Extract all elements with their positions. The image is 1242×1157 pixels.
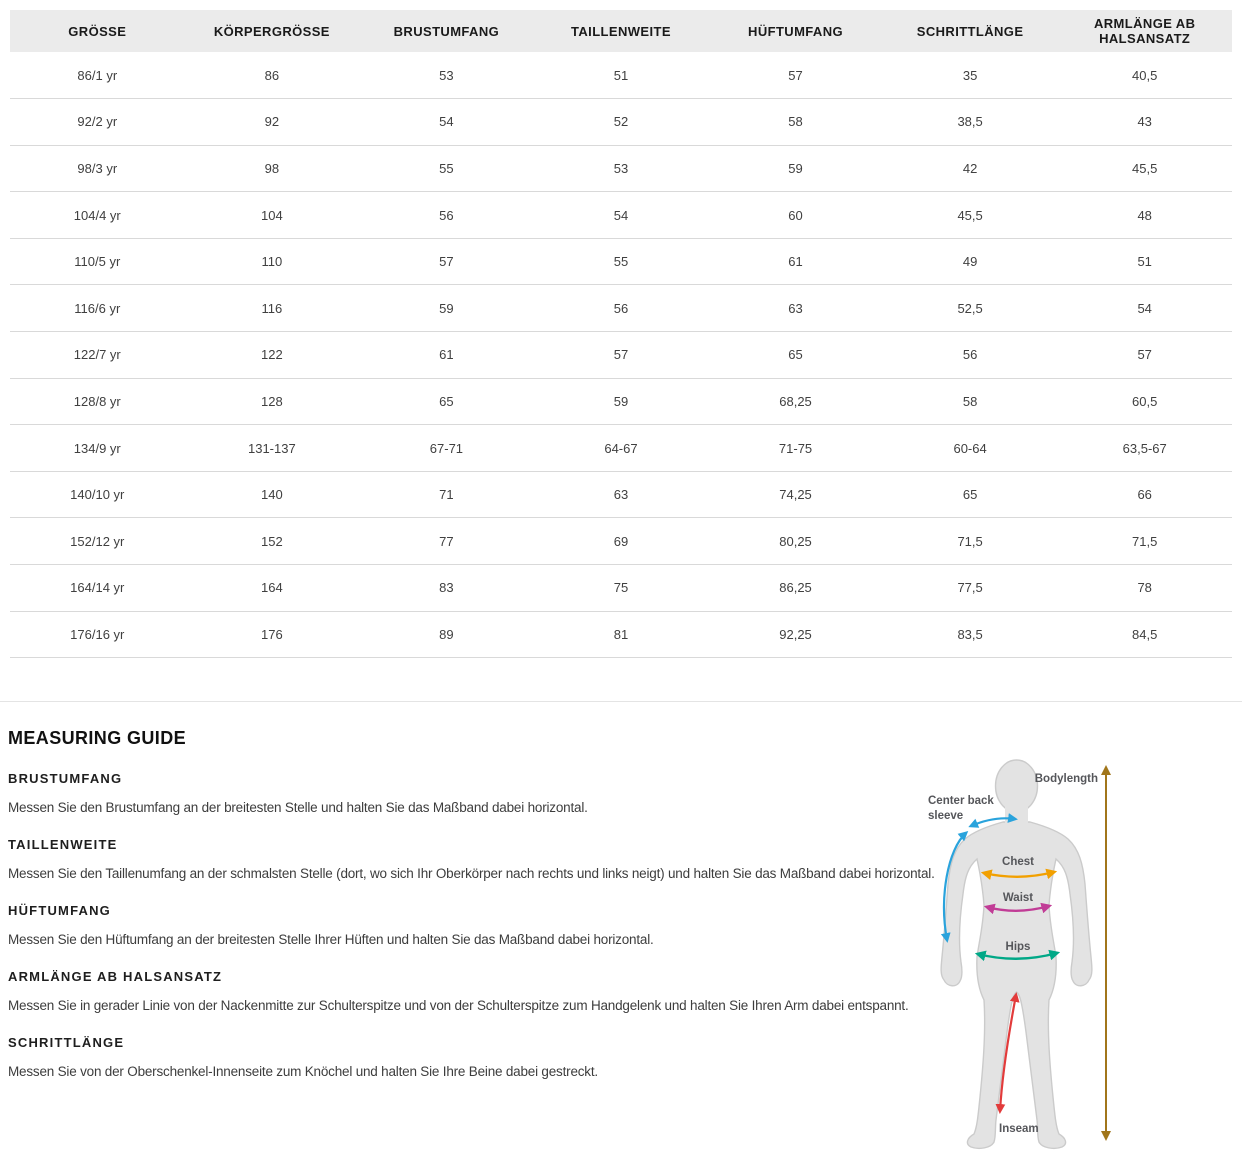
table-row — [10, 99, 1232, 146]
table-cell: 86/1 yr — [10, 52, 185, 99]
table-cell: 92/2 yr — [10, 99, 185, 146]
guide-heading-hueftumfang: HÜFTUMFANG — [8, 903, 111, 919]
table-cell: 77 — [359, 518, 534, 565]
table-cell: 38,5 — [883, 99, 1058, 146]
table-cell: 71-75 — [708, 425, 883, 472]
guide-text-schrittlaenge: Messen Sie von der Oberschenkel-Innenseite zum Knöchel und halten Sie Ihre Beine dabei gestreckt. — [8, 1064, 598, 1080]
center-back-sleeve-label-line1: Center back — [928, 795, 994, 807]
table-cell: 57 — [534, 332, 709, 379]
body-measurement-figure — [903, 742, 1238, 1157]
table-cell: 98 — [185, 145, 360, 192]
table-cell: 61 — [708, 238, 883, 285]
table-cell: 58 — [883, 378, 1058, 425]
table-cell: 60 — [708, 192, 883, 239]
table-cell: 140/10 yr — [10, 471, 185, 518]
table-row — [10, 332, 1232, 379]
table-cell: 116 — [185, 285, 360, 332]
header-cell-koerpergroesse: KÖRPERGRÖSSE — [185, 10, 360, 52]
size-table-body — [10, 52, 1232, 658]
table-cell: 65 — [359, 378, 534, 425]
guide-heading-schrittlaenge: SCHRITTLÄNGE — [8, 1035, 125, 1051]
table-cell: 51 — [534, 52, 709, 99]
table-cell: 65 — [883, 471, 1058, 518]
silhouette-torso — [941, 822, 1092, 1148]
table-cell: 63,5-67 — [1057, 425, 1232, 472]
table-cell: 64-67 — [534, 425, 709, 472]
table-cell: 86,25 — [708, 565, 883, 612]
header-cell-brustumfang: BRUSTUMFANG — [359, 10, 534, 52]
table-cell: 164 — [185, 565, 360, 612]
table-cell: 131-137 — [185, 425, 360, 472]
body-figure-svg — [903, 742, 1238, 1157]
table-cell: 71,5 — [1057, 518, 1232, 565]
table-cell: 128/8 yr — [10, 378, 185, 425]
table-cell: 81 — [534, 611, 709, 658]
silhouette-neck — [1005, 800, 1028, 825]
table-cell: 71 — [359, 471, 534, 518]
guide-heading-armlaenge: ARMLÄNGE AB HALSANSATZ — [8, 969, 223, 985]
table-cell: 60-64 — [883, 425, 1058, 472]
table-cell: 61 — [359, 332, 534, 379]
table-cell: 84,5 — [1057, 611, 1232, 658]
table-cell: 176/16 yr — [10, 611, 185, 658]
table-cell: 63 — [708, 285, 883, 332]
header-row — [10, 10, 1232, 52]
guide-heading-taillenweite: TAILLENWEITE — [8, 837, 118, 853]
guide-text-hueftumfang: Messen Sie den Hüftumfang an der breitesten Stelle Ihrer Hüften und halten Sie das Maßband dabei horizontal. — [8, 932, 654, 948]
table-row — [10, 285, 1232, 332]
table-cell: 65 — [708, 332, 883, 379]
table-cell: 86 — [185, 52, 360, 99]
measuring-guide-title: MEASURING GUIDE — [8, 728, 187, 749]
table-cell: 98/3 yr — [10, 145, 185, 192]
table-row — [10, 378, 1232, 425]
table-cell: 164/14 yr — [10, 565, 185, 612]
measuring-guide-section — [0, 728, 935, 1119]
table-row — [10, 52, 1232, 99]
table-cell: 110/5 yr — [10, 238, 185, 285]
table-cell: 55 — [534, 238, 709, 285]
table-row — [10, 238, 1232, 285]
header-cell-groesse: GRÖSSE — [10, 10, 185, 52]
table-cell: 63 — [534, 471, 709, 518]
header-cell-armlaenge: ARMLÄNGE AB HALSANSATZ — [1057, 10, 1232, 52]
table-cell: 59 — [359, 285, 534, 332]
table-cell: 83,5 — [883, 611, 1058, 658]
table-cell: 75 — [534, 565, 709, 612]
table-cell: 122 — [185, 332, 360, 379]
body-silhouette — [941, 760, 1092, 1148]
table-cell: 134/9 yr — [10, 425, 185, 472]
table-cell: 54 — [1057, 285, 1232, 332]
table-cell: 45,5 — [1057, 145, 1232, 192]
table-cell: 58 — [708, 99, 883, 146]
table-cell: 59 — [708, 145, 883, 192]
table-cell: 68,25 — [708, 378, 883, 425]
table-cell: 176 — [185, 611, 360, 658]
table-cell: 122/7 yr — [10, 332, 185, 379]
table-cell: 60,5 — [1057, 378, 1232, 425]
header-cell-taillenweite: TAILLENWEITE — [534, 10, 709, 52]
table-cell: 52,5 — [883, 285, 1058, 332]
table-cell: 92 — [185, 99, 360, 146]
guide-text-brustumfang: Messen Sie den Brustumfang an der breitesten Stelle und halten Sie das Maßband dabei horizontal. — [8, 800, 588, 816]
table-cell: 40,5 — [1057, 52, 1232, 99]
table-row — [10, 565, 1232, 612]
guide-text-taillenweite: Messen Sie den Taillenumfang an der schmalsten Stelle (dort, wo sich Ihr Oberkörper nach rechts und links neigt) und halten Sie das Maßband dabei horizontal. — [8, 866, 935, 882]
table-cell: 51 — [1057, 238, 1232, 285]
table-cell: 92,25 — [708, 611, 883, 658]
table-cell: 56 — [883, 332, 1058, 379]
size-table — [10, 10, 1232, 658]
table-row — [10, 518, 1232, 565]
table-cell: 116/6 yr — [10, 285, 185, 332]
center-back-sleeve-label-line2: sleeve — [928, 810, 964, 822]
table-cell: 77,5 — [883, 565, 1058, 612]
table-row — [10, 425, 1232, 472]
table-cell: 35 — [883, 52, 1058, 99]
header-cell-schrittlaenge: SCHRITTLÄNGE — [883, 10, 1058, 52]
table-cell: 45,5 — [883, 192, 1058, 239]
table-cell: 57 — [708, 52, 883, 99]
hips-label: Hips — [1005, 941, 1031, 953]
size-table-head — [10, 10, 1232, 52]
table-cell: 152/12 yr — [10, 518, 185, 565]
table-cell: 74,25 — [708, 471, 883, 518]
table-cell: 42 — [883, 145, 1058, 192]
table-cell: 52 — [534, 99, 709, 146]
table-cell: 78 — [1057, 565, 1232, 612]
table-cell: 80,25 — [708, 518, 883, 565]
table-cell: 43 — [1057, 99, 1232, 146]
table-cell: 128 — [185, 378, 360, 425]
table-cell: 53 — [534, 145, 709, 192]
guide-heading-brustumfang: BRUSTUMFANG — [8, 771, 123, 787]
chest-label: Chest — [1002, 856, 1034, 868]
table-cell: 53 — [359, 52, 534, 99]
table-cell: 89 — [359, 611, 534, 658]
table-cell: 152 — [185, 518, 360, 565]
table-cell: 48 — [1057, 192, 1232, 239]
table-cell: 110 — [185, 238, 360, 285]
table-cell: 83 — [359, 565, 534, 612]
section-divider — [0, 701, 1242, 702]
table-cell: 66 — [1057, 471, 1232, 518]
table-cell: 59 — [534, 378, 709, 425]
table-cell: 69 — [534, 518, 709, 565]
table-row — [10, 145, 1232, 192]
bodylength-label: Bodylength — [1034, 773, 1098, 785]
waist-label: Waist — [1002, 892, 1034, 904]
inseam-label: Inseam — [999, 1123, 1039, 1135]
table-cell: 57 — [1057, 332, 1232, 379]
table-cell: 67-71 — [359, 425, 534, 472]
table-cell: 54 — [359, 99, 534, 146]
table-cell: 56 — [534, 285, 709, 332]
table-cell: 55 — [359, 145, 534, 192]
table-cell: 57 — [359, 238, 534, 285]
header-cell-hueftumfang: HÜFTUMFANG — [708, 10, 883, 52]
guide-text-armlaenge: Messen Sie in gerader Linie von der Nackenmitte zur Schulterspitze und von der Schulterspitze zum Handgelenk und halten Sie Ihren Arm dabei entspannt. — [8, 998, 909, 1014]
table-cell: 104/4 yr — [10, 192, 185, 239]
table-row — [10, 471, 1232, 518]
table-cell: 56 — [359, 192, 534, 239]
table-cell: 54 — [534, 192, 709, 239]
table-row — [10, 611, 1232, 658]
table-cell: 49 — [883, 238, 1058, 285]
table-row — [10, 192, 1232, 239]
table-cell: 104 — [185, 192, 360, 239]
table-cell: 140 — [185, 471, 360, 518]
table-cell: 71,5 — [883, 518, 1058, 565]
